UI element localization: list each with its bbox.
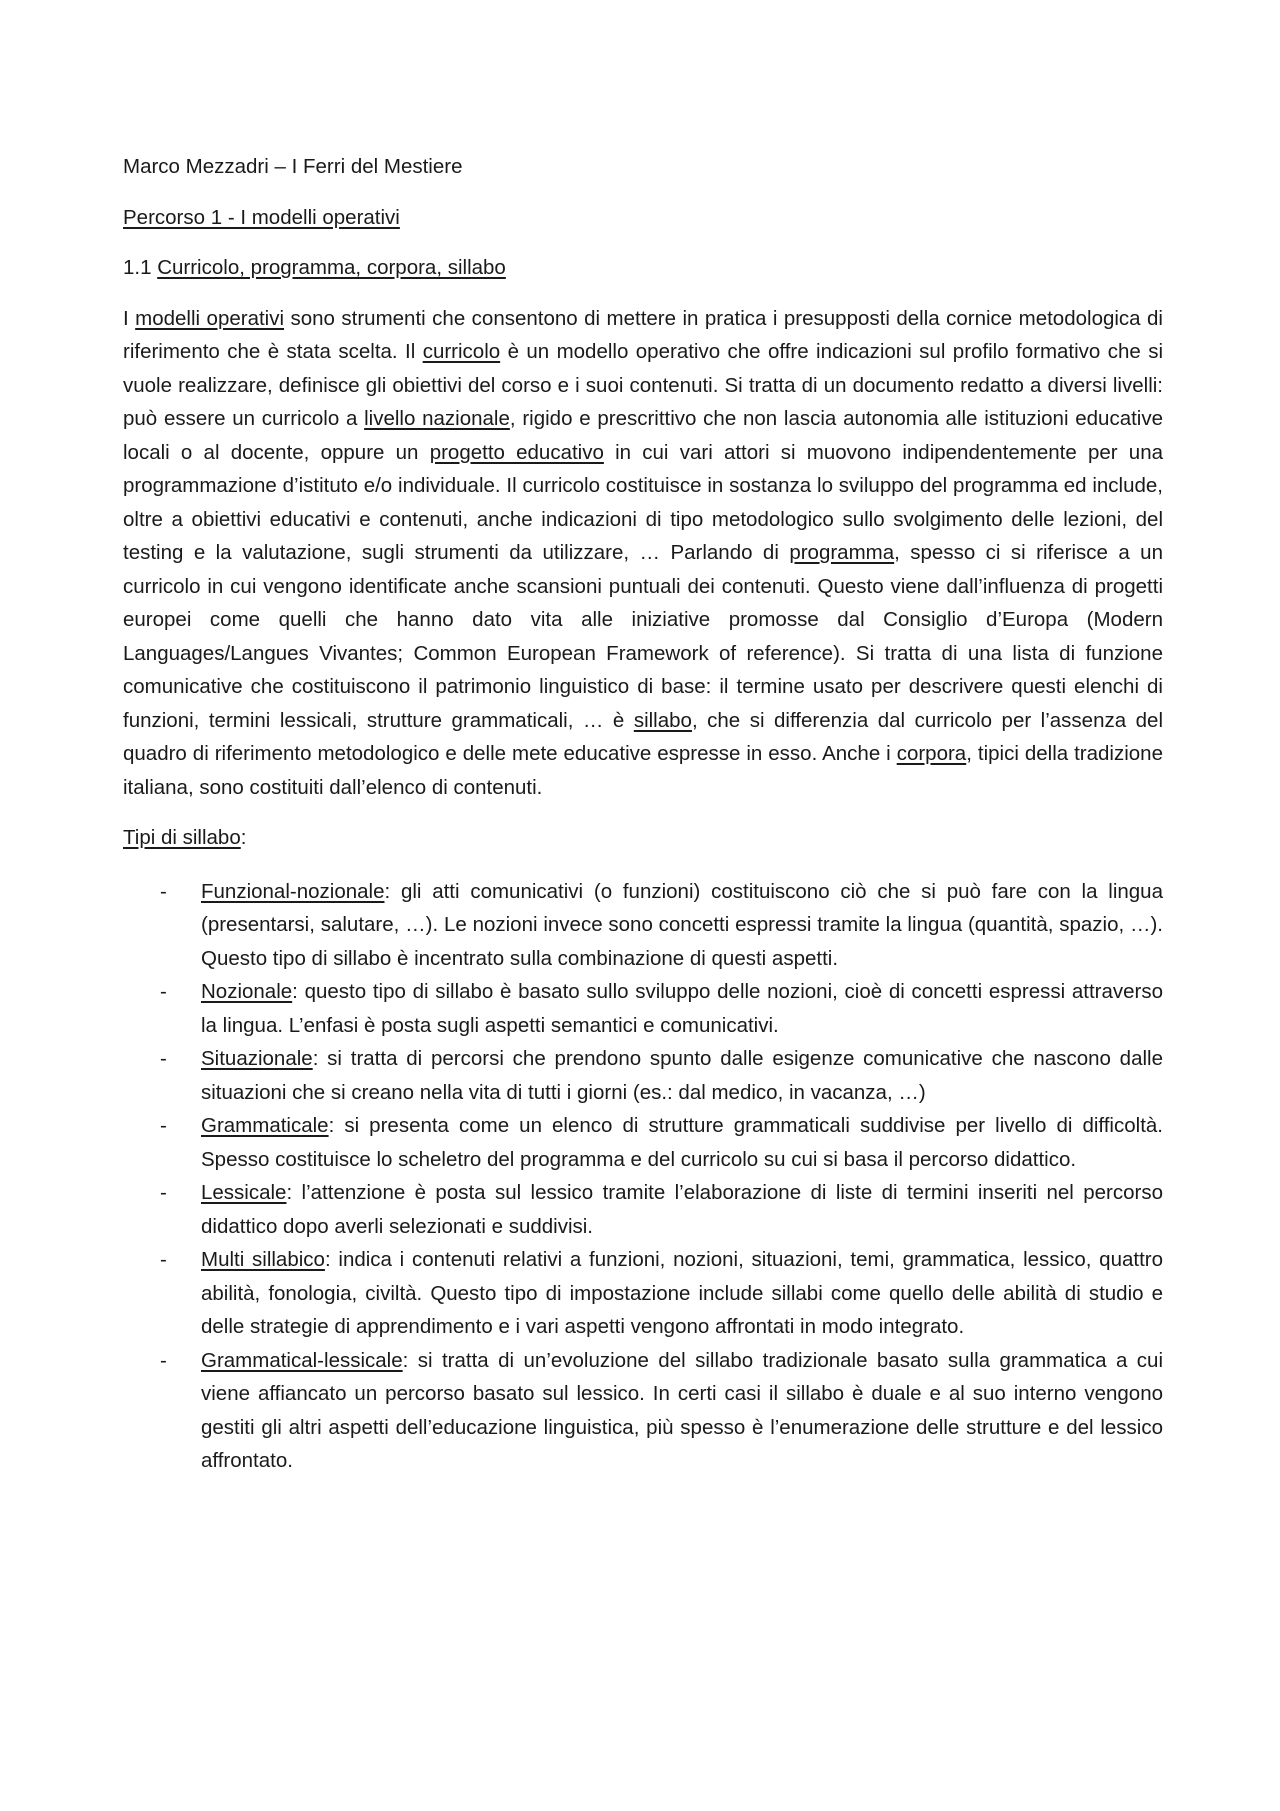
key-term: programma	[789, 541, 895, 564]
section-heading	[123, 201, 1163, 235]
list-item	[123, 975, 1163, 1042]
key-term: livello nazionale	[364, 407, 510, 430]
syllabus-type-description: : questo tipo di sillabo è basato sullo sviluppo delle nozioni, cioè di concetti espressi attraverso la lingua. L’enfasi è posta sugli aspetti semantici e comunicativi.	[201, 980, 1163, 1037]
syllabus-type-description: : l’attenzione è posta sul lessico tramite l’elaborazione di liste di termini inseriti nel percorso didattico dopo averli selezionati e suddivisi.	[201, 1181, 1163, 1238]
document-page	[123, 150, 1163, 1478]
syllabus-type-description: : indica i contenuti relativi a funzioni, nozioni, situazioni, temi, grammatica, lessico, quattro abilità, fonologia, civiltà. Questo tipo di impostazione include sillabi come quello delle abilità di studio e delle strategie di apprendimento e i vari aspetti vengono affrontati in modo integrato.	[201, 1248, 1163, 1338]
list-item	[123, 875, 1163, 976]
paragraph-text: è un modello operativo che offre indicazioni sul profilo formativo che si vuole realizzare, definisce gli obiettivi del corso e i suoi contenuti. Si tratta di un documento redatto a diversi livelli: può essere un curricolo a	[123, 340, 1164, 430]
key-term: curricolo	[422, 340, 501, 363]
section-heading-text: Percorso 1 - I modelli operativi	[123, 205, 400, 229]
bullet-dash: -	[160, 879, 167, 903]
syllabus-type-term: Funzional-nozionale	[201, 879, 385, 903]
syllabus-type-description: : gli atti comunicativi (o funzioni) costituiscono ciò che si può fare con la lingua (presentarsi, salutare, …). Le nozioni invece sono concetti espressi tramite la lingua (quantità, spazio, …). Questo tipo di sillabo è incentrato sulla combinazione di questi aspetti.	[201, 879, 1163, 970]
body-paragraph	[123, 302, 1163, 805]
paragraph-text: sono strumenti che consentono di mettere in pratica i presupposti della cornice metodologica di riferimento che è stata scelta. Il	[123, 306, 1163, 363]
syllabus-type-term: Lessicale	[201, 1181, 287, 1204]
paragraph-text: in cui vari attori si muovono indipendentemente per una programmazione d’istituto e/o individuale. Il curricolo costituisce in sostanza lo sviluppo del programma ed include, oltre a obiettivi educativi e contenuti, anche indicazioni di tipo metodologico sullo svolgimento delle lezioni, del testing e la valutazione, sugli strumenti da utilizzare, … Parlando di	[123, 440, 1163, 564]
paragraph-text: I	[123, 306, 136, 330]
bullet-dash: -	[160, 1114, 167, 1137]
paragraph-text: , spesso ci si riferisce a un curricolo in cui vengono identificate anche scansioni puntuali dei contenuti. Questo viene dall’influenza di progetti europei come quelli che hanno dato vita alle iniziative promosse dal Consiglio d’Europa (Modern Languages/Langues Vivantes; Common European Framework of reference). Si tratta di una lista di funzione comunicative che costituiscono il patrimonio linguistico di base: il termine usato per descrivere questi elenchi di funzioni, termini lessicali, strutture grammaticali, … è	[123, 541, 1163, 732]
syllabus-type-term: Situazionale	[201, 1047, 313, 1070]
bullet-dash: -	[160, 1047, 167, 1070]
bullet-dash: -	[160, 980, 167, 1003]
list-item	[123, 1344, 1163, 1478]
paragraph-text: , rigido e prescrittivo che non lascia autonomia alle istituzioni educative locali o al docente, oppure un	[123, 407, 1163, 464]
syllabus-type-term: Grammatical-lessicale	[201, 1348, 403, 1372]
subsection-heading	[123, 251, 1163, 285]
list-item	[123, 1176, 1163, 1243]
syllabus-type-term: Grammaticale	[201, 1114, 329, 1137]
syllabus-type-description: : si presenta come un elenco di strutture grammaticali suddivise per livello di difficoltà. Spesso costituisce lo scheletro del programma e del curricolo su cui si basa il percorso didattico.	[201, 1114, 1163, 1171]
subsection-title: Curricolo, programma, corpora, sillabo	[157, 256, 506, 279]
list-item	[123, 1109, 1163, 1176]
key-term: modelli operativi	[135, 306, 285, 330]
list-item	[123, 1042, 1163, 1109]
key-term: progetto educativo	[429, 440, 604, 464]
paragraph-text: , tipici della tradizione italiana, sono costituiti dall’elenco di contenuti.	[123, 742, 1163, 799]
author-title: Marco Mezzadri – I Ferri del Mestiere	[123, 155, 463, 178]
syllabus-type-term: Nozionale	[201, 980, 293, 1003]
key-term: corpora	[896, 742, 967, 765]
syllabus-type-description: : si tratta di un’evoluzione del sillabo tradizionale basato sulla grammatica a cui viene affiancato un percorso basato sul lessico. In certi casi il sillabo è duale e al suo interno vengono gestiti gli altri aspetti dell’educazione linguistica, più spesso è l’enumerazione delle strutture e del lessico affrontato.	[201, 1348, 1163, 1472]
list-heading-text: Tipi di sillabo	[123, 826, 241, 849]
list-item	[123, 1243, 1163, 1344]
syllabus-type-list	[123, 875, 1163, 1478]
key-term: sillabo	[633, 708, 692, 732]
bullet-dash: -	[160, 1181, 167, 1204]
bullet-dash: -	[160, 1348, 167, 1372]
paragraph-text: , che si differenzia dal curricolo per l’assenza del quadro di riferimento metodologico e delle mete educative espresse in esso. Anche i	[123, 708, 1163, 765]
syllabus-type-description: : si tratta di percorsi che prendono spunto dalle esigenze comunicative che nascono dalle situazioni che si creano nella vita di tutti i giorni (es.: dal medico, in vacanza, …)	[201, 1047, 1163, 1104]
bullet-dash: -	[160, 1248, 167, 1271]
subsection-number: 1.1	[123, 256, 152, 279]
syllabus-type-term: Multi sillabico	[201, 1248, 325, 1271]
list-heading-suffix: :	[240, 826, 247, 849]
list-heading	[123, 821, 1163, 855]
